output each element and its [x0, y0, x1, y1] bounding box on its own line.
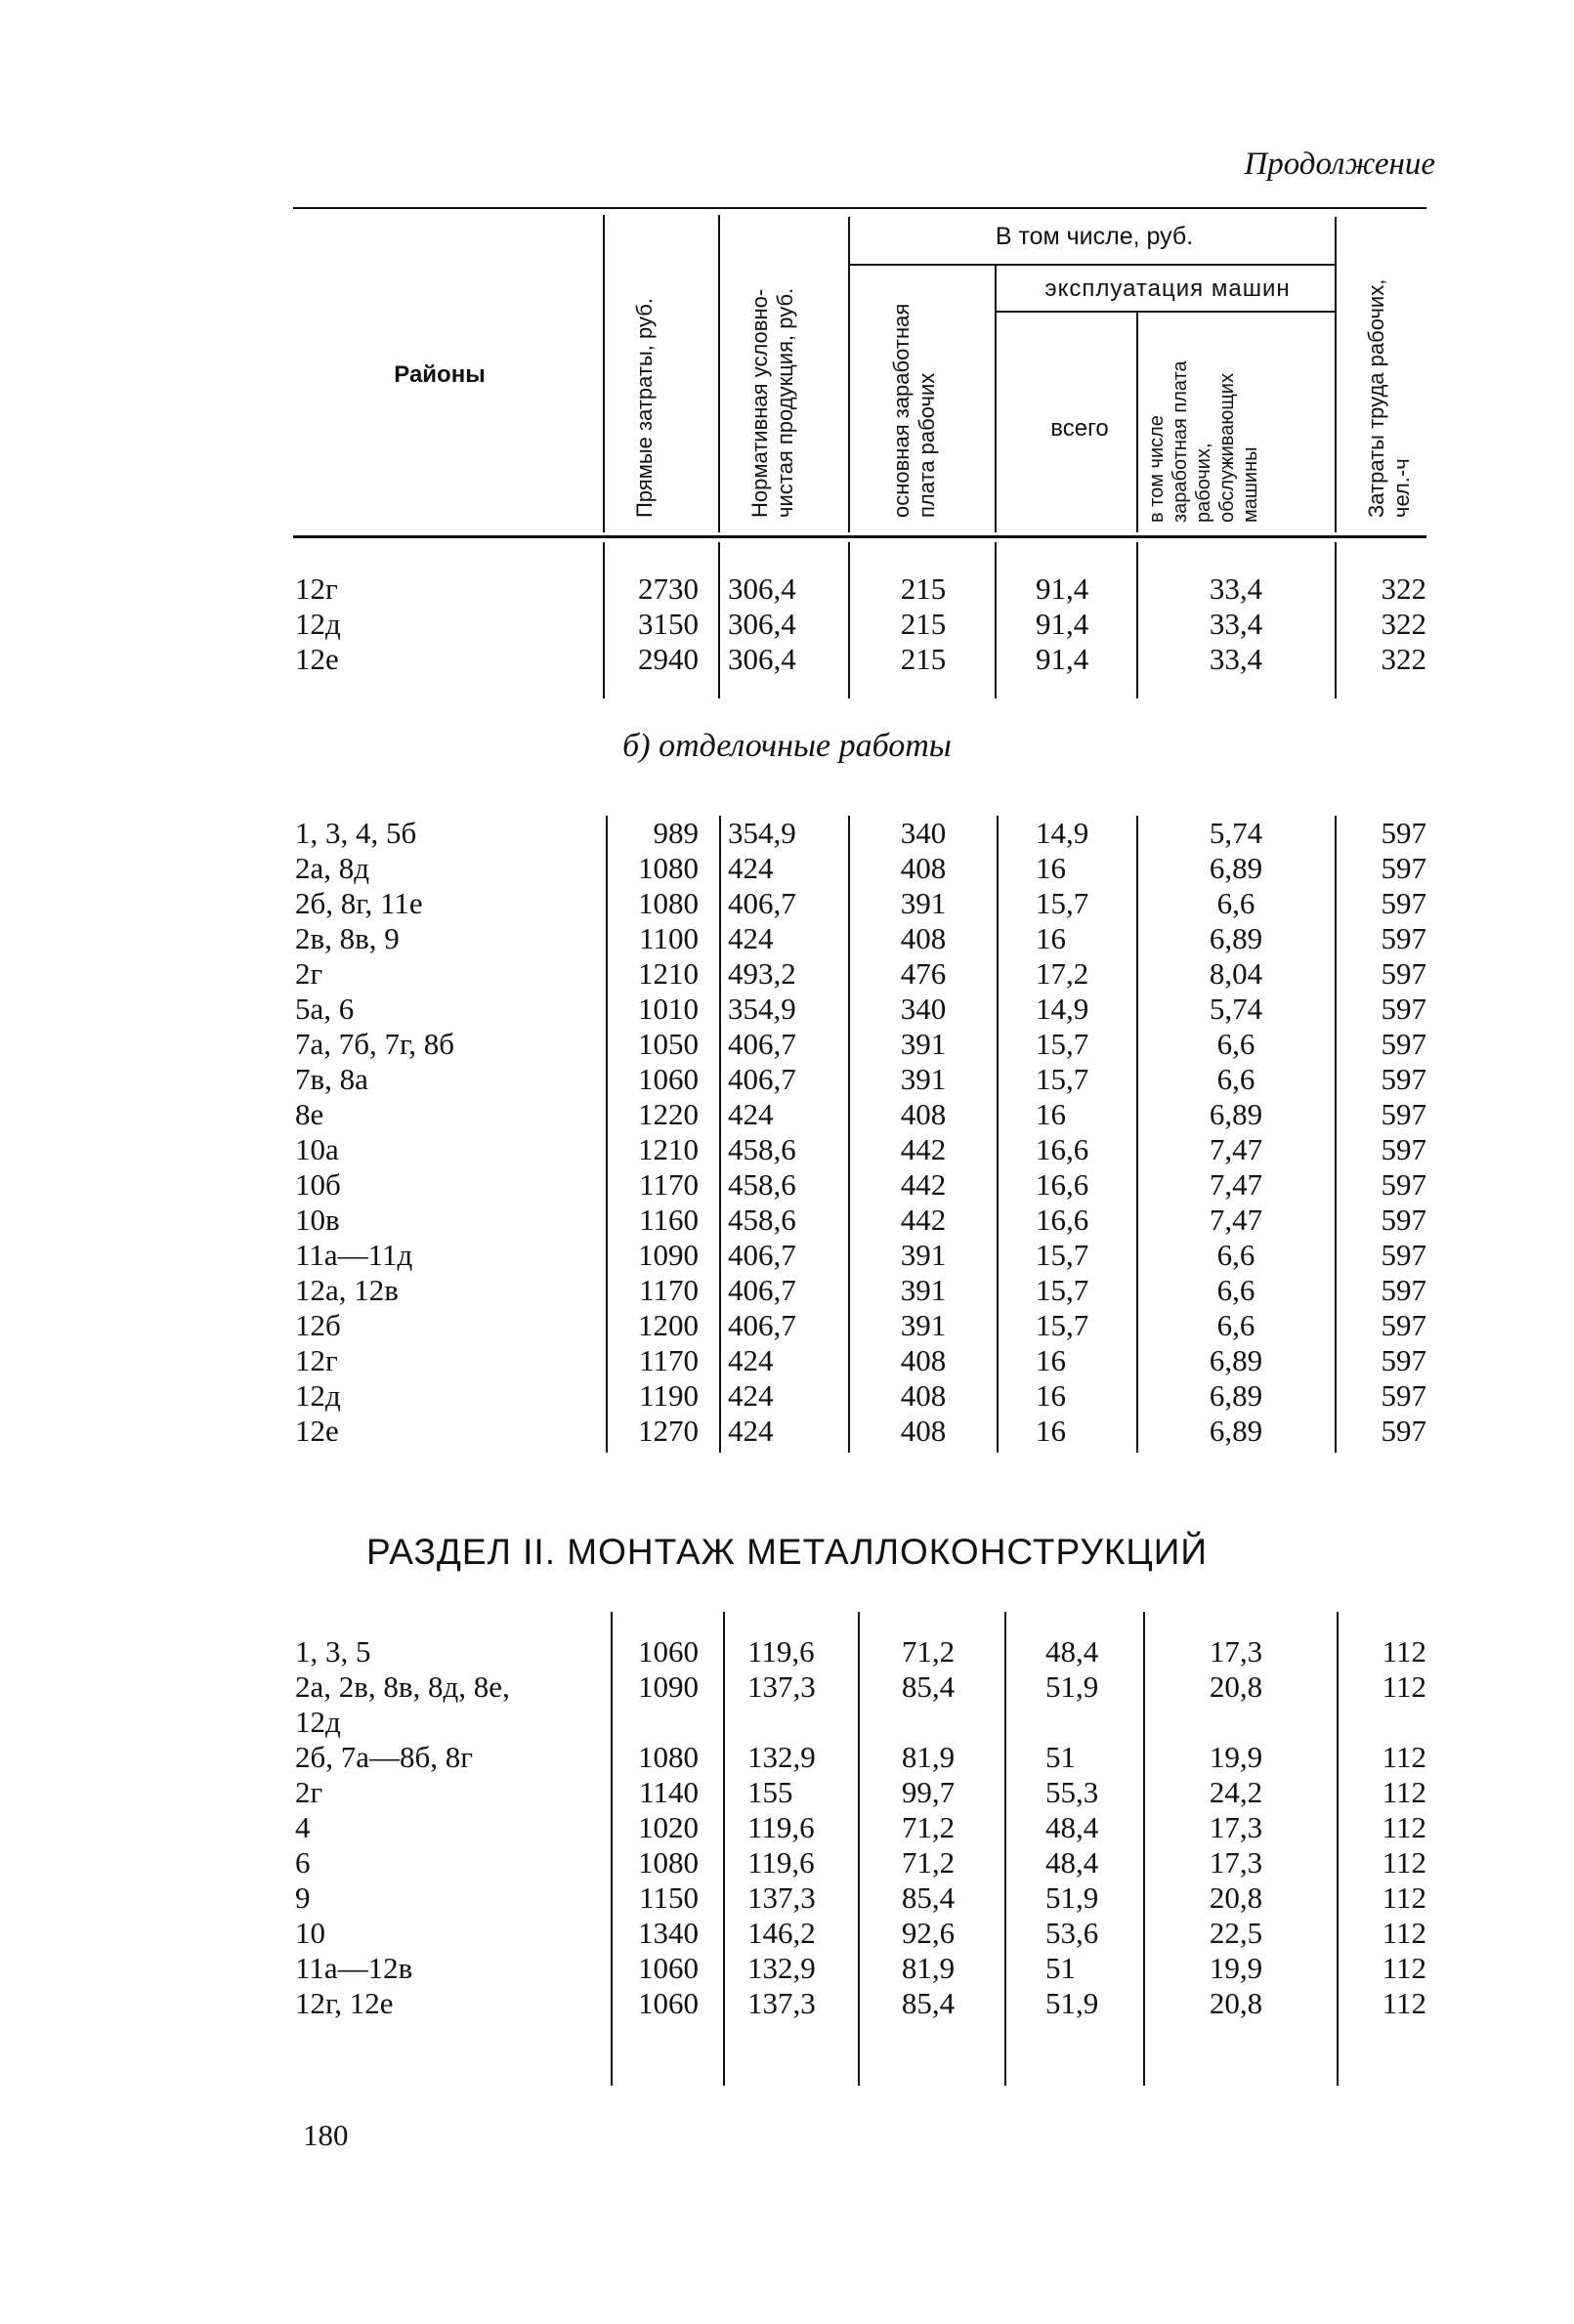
table-row: [0, 1916, 1574, 1951]
direct-costs-cell: 1090: [638, 1238, 699, 1272]
header-vline: [718, 215, 720, 532]
table-row: [0, 1308, 1574, 1343]
operators-wage-cell: 17,3: [1209, 1810, 1263, 1844]
section-title: РАЗДЕЛ II. МОНТАЖ МЕТАЛЛОКОНСТРУКЦИЙ: [366, 1532, 1208, 1572]
machine-ops-cell: 16,6: [1036, 1132, 1089, 1166]
table-row: [0, 1845, 1574, 1880]
column-header-district: Районы: [394, 361, 486, 388]
table-row: [0, 992, 1574, 1027]
table-row: [0, 1062, 1574, 1097]
district-cell: 12г, 12е: [295, 1986, 394, 2020]
labor-cell: 597: [1381, 1097, 1426, 1131]
continuation-label: Продолжение: [1244, 147, 1435, 182]
labor-cell: 112: [1382, 1845, 1426, 1880]
direct-costs-cell: 1060: [638, 1062, 699, 1096]
direct-costs-cell: 1200: [638, 1308, 699, 1342]
district-cell: 11а—11д: [295, 1238, 413, 1272]
direct-costs-cell: 1100: [639, 921, 699, 955]
wage-cell: 391: [900, 1062, 947, 1096]
direct-costs-cell: 1050: [638, 1027, 699, 1061]
table-row: [0, 1203, 1574, 1238]
header-vline: [848, 217, 850, 532]
table-row: [0, 1775, 1574, 1810]
normative-cell: 137,3: [747, 1880, 816, 1915]
operators-wage-cell: 33,4: [1209, 642, 1263, 676]
operators-wage-cell: 6,89: [1209, 851, 1263, 885]
table-row: [0, 1634, 1574, 1669]
table-row: [0, 1273, 1574, 1308]
direct-costs-cell: 1270: [638, 1414, 699, 1448]
normative-cell: 424: [728, 1414, 774, 1448]
labor-cell: 597: [1381, 816, 1426, 850]
normative-cell: 306,4: [728, 571, 796, 606]
operators-wage-cell: 22,5: [1209, 1916, 1263, 1950]
machine-ops-cell: 16: [1036, 1097, 1066, 1131]
machine-ops-cell: 48,4: [1045, 1634, 1099, 1669]
operators-wage-cell: 6,6: [1216, 1238, 1255, 1272]
district-cell: 12б: [295, 1308, 341, 1342]
table-row: [0, 956, 1574, 992]
district-cell: 10в: [295, 1203, 340, 1237]
district-cell: 9: [295, 1880, 311, 1915]
page-number: 180: [303, 2118, 349, 2152]
labor-cell: 597: [1381, 921, 1426, 955]
header-vline: [995, 266, 997, 532]
normative-cell: 406,7: [728, 1238, 796, 1272]
normative-cell: 155: [747, 1775, 793, 1809]
operators-wage-cell: 7,47: [1209, 1167, 1263, 1202]
operators-wage-cell: 6,89: [1209, 1097, 1263, 1131]
labor-cell: 322: [1381, 571, 1426, 606]
district-cell: 2в, 8в, 9: [295, 921, 400, 955]
operators-wage-cell: 6,6: [1216, 1308, 1255, 1342]
labor-cell: 597: [1381, 1308, 1426, 1342]
labor-cell: 112: [1382, 1669, 1426, 1704]
district-cell: 2б, 8г, 11е: [295, 886, 423, 920]
column-header-base-wage: основная заработная плата рабочих: [889, 303, 939, 518]
machine-ops-cell: 51,9: [1045, 1669, 1099, 1704]
wage-cell: 442: [900, 1167, 947, 1202]
machine-ops-cell: 16: [1036, 1414, 1066, 1448]
labor-cell: 112: [1382, 1951, 1426, 1985]
normative-cell: 132,9: [747, 1740, 816, 1774]
district-cell: 5а, 6: [295, 992, 355, 1026]
table-row: [0, 1238, 1574, 1273]
direct-costs-cell: 1140: [639, 1775, 699, 1809]
wage-cell: 215: [900, 642, 947, 676]
table-row: [0, 1986, 1574, 2021]
machine-ops-cell: 16,6: [1036, 1203, 1089, 1237]
wage-cell: 340: [900, 816, 947, 850]
subsection-title: б) отделочные работы: [622, 728, 952, 764]
district-cell: 2б, 7а—8б, 8г: [295, 1740, 474, 1774]
district-cell: 8е: [295, 1097, 324, 1131]
normative-cell: 132,9: [747, 1951, 816, 1985]
normative-cell: 146,2: [747, 1916, 816, 1950]
wage-cell: 81,9: [901, 1951, 956, 1985]
header-vline: [603, 215, 605, 532]
labor-cell: 112: [1382, 1880, 1426, 1915]
machine-ops-cell: 51: [1045, 1740, 1076, 1774]
operators-wage-cell: 6,6: [1216, 1062, 1255, 1096]
machine-ops-cell: 51,9: [1045, 1880, 1099, 1915]
normative-cell: 406,7: [728, 1062, 796, 1096]
labor-cell: 322: [1381, 607, 1426, 641]
operators-wage-cell: 7,47: [1209, 1203, 1263, 1237]
column-header-normative-production: Нормативная условно-чистая продукция, руб.: [747, 287, 797, 518]
header-vline: [1335, 217, 1337, 532]
labor-cell: 597: [1381, 1238, 1426, 1272]
machine-ops-cell: 51: [1045, 1951, 1076, 1985]
wage-cell: 408: [900, 1378, 947, 1413]
machine-ops-cell: 15,7: [1036, 1238, 1089, 1272]
operators-wage-cell: 6,6: [1216, 886, 1255, 920]
district-cell: 1, 3, 4, 5б: [295, 816, 417, 850]
district-cell: 6: [295, 1845, 311, 1880]
operators-wage-cell: 17,3: [1209, 1634, 1263, 1669]
district-cell: 11а—12в: [295, 1951, 413, 1985]
operators-wage-cell: 5,74: [1209, 816, 1263, 850]
labor-cell: 597: [1381, 956, 1426, 991]
wage-cell: 442: [900, 1203, 947, 1237]
normative-cell: 424: [728, 1343, 774, 1377]
operators-wage-cell: 6,89: [1209, 1378, 1263, 1413]
wage-cell: 408: [900, 1097, 947, 1131]
wage-cell: 408: [900, 851, 947, 885]
labor-cell: 112: [1382, 1810, 1426, 1844]
labor-cell: 597: [1381, 1132, 1426, 1166]
header-top-rule: [293, 207, 1426, 209]
wage-cell: 99,7: [901, 1775, 956, 1809]
wage-cell: 85,4: [901, 1880, 956, 1915]
district-cell: 2г: [295, 1775, 323, 1809]
normative-cell: 406,7: [728, 1308, 796, 1342]
operators-wage-cell: 20,8: [1209, 1669, 1263, 1704]
table-row: [0, 1378, 1574, 1414]
labor-cell: 597: [1381, 1027, 1426, 1061]
direct-costs-cell: 1170: [639, 1343, 699, 1377]
labor-cell: 597: [1381, 1273, 1426, 1307]
normative-cell: 458,6: [728, 1132, 796, 1166]
operators-wage-cell: 8,04: [1209, 956, 1263, 991]
operators-wage-cell: 33,4: [1209, 607, 1263, 641]
machine-ops-cell: 15,7: [1036, 1273, 1089, 1307]
district-cell: 7а, 7б, 7г, 8б: [295, 1027, 455, 1061]
direct-costs-cell: 1150: [639, 1880, 699, 1915]
wage-cell: 408: [900, 921, 947, 955]
direct-costs-cell: 1060: [638, 1634, 699, 1669]
operators-wage-cell: 6,6: [1216, 1027, 1255, 1061]
district-cell: 2а, 2в, 8в, 8д, 8е,: [295, 1669, 510, 1704]
machine-ops-cell: 16: [1036, 1378, 1066, 1413]
normative-cell: 119,6: [747, 1810, 815, 1844]
normative-cell: 424: [728, 851, 774, 885]
column-header-total: всего: [1050, 415, 1109, 442]
labor-cell: 597: [1381, 886, 1426, 920]
machine-ops-cell: 48,4: [1045, 1810, 1099, 1844]
operators-wage-cell: 7,47: [1209, 1132, 1263, 1166]
table-row: [0, 1740, 1574, 1775]
direct-costs-cell: 1170: [639, 1273, 699, 1307]
direct-costs-cell: 1020: [638, 1810, 699, 1844]
column-header-labor-costs: Затраты труда рабочих, чел.-ч: [1364, 278, 1414, 518]
table-row: [0, 1951, 1574, 1986]
operators-wage-cell: 6,6: [1216, 1273, 1255, 1307]
direct-costs-cell: 1210: [638, 1132, 699, 1166]
district-cell: 12а, 12в: [295, 1273, 399, 1307]
header-bottom-rule: [293, 535, 1426, 538]
district-cell: 2а, 8д: [295, 851, 370, 885]
header-group-rule: [848, 264, 1337, 266]
table-row: [0, 1880, 1574, 1916]
direct-costs-cell: 1190: [639, 1378, 699, 1413]
wage-cell: 85,4: [901, 1986, 956, 2020]
direct-costs-cell: 1210: [638, 956, 699, 991]
normative-cell: 458,6: [728, 1203, 796, 1237]
district-cell: 2г: [295, 956, 323, 991]
wage-cell: 340: [900, 992, 947, 1026]
operators-wage-cell: 6,89: [1209, 921, 1263, 955]
district-cell: 1, 3, 5: [295, 1634, 371, 1669]
wage-cell: 215: [900, 607, 947, 641]
normative-cell: 406,7: [728, 886, 796, 920]
district-cell: 10б: [295, 1167, 341, 1202]
table-row: [0, 1027, 1574, 1062]
header-machine-rule: [995, 311, 1337, 313]
machine-ops-cell: 53,6: [1045, 1916, 1099, 1950]
district-cell: 7в, 8а: [295, 1062, 368, 1096]
table-row: [0, 642, 1574, 677]
direct-costs-cell: 1170: [639, 1167, 699, 1202]
normative-cell: 354,9: [728, 992, 796, 1026]
labor-cell: 112: [1382, 1740, 1426, 1774]
district-cell: 12д: [295, 607, 341, 641]
table-row: [0, 1414, 1574, 1449]
machine-ops-cell: 91,4: [1036, 607, 1089, 641]
normative-cell: 306,4: [728, 642, 796, 676]
district-cell: 12г: [295, 1343, 338, 1377]
direct-costs-cell: 989: [653, 816, 699, 850]
normative-cell: 306,4: [728, 607, 796, 641]
column-header-direct-costs: Прямые затраты, руб.: [632, 298, 657, 518]
table-row: [0, 921, 1574, 956]
wage-cell: 71,2: [901, 1634, 956, 1669]
district-cell: 10: [295, 1916, 325, 1950]
labor-cell: 597: [1381, 1167, 1426, 1202]
normative-cell: 424: [728, 1097, 774, 1131]
wage-cell: 442: [900, 1132, 947, 1166]
table-row: [0, 886, 1574, 921]
labor-cell: 597: [1381, 1062, 1426, 1096]
table-row: [0, 1167, 1574, 1203]
normative-cell: 493,2: [728, 956, 796, 991]
labor-cell: 112: [1382, 1634, 1426, 1669]
machine-ops-cell: 15,7: [1036, 1027, 1089, 1061]
machine-ops-cell: 17,2: [1036, 956, 1089, 991]
direct-costs-cell: 1090: [638, 1669, 699, 1704]
machine-ops-cell: 51,9: [1045, 1986, 1099, 2020]
district-cell: 12д: [295, 1378, 341, 1413]
district-cell: 10а: [295, 1132, 339, 1166]
operators-wage-cell: 20,8: [1209, 1986, 1263, 2020]
operators-wage-cell: 33,4: [1209, 571, 1263, 606]
direct-costs-cell: 1080: [638, 1740, 699, 1774]
machine-ops-cell: 91,4: [1036, 571, 1089, 606]
normative-cell: 137,3: [747, 1986, 816, 2020]
operators-wage-cell: 19,9: [1209, 1951, 1263, 1985]
wage-cell: 71,2: [901, 1845, 956, 1880]
normative-cell: 458,6: [728, 1167, 796, 1202]
operators-wage-cell: 17,3: [1209, 1845, 1263, 1880]
direct-costs-cell: 1220: [638, 1097, 699, 1131]
table-row: [0, 816, 1574, 851]
labor-cell: 112: [1382, 1775, 1426, 1809]
table-row: [0, 1343, 1574, 1378]
table-row: [0, 1705, 1574, 1740]
machine-ops-cell: 16: [1036, 851, 1066, 885]
district-cell: 12е: [295, 642, 339, 676]
labor-cell: 597: [1381, 851, 1426, 885]
machine-ops-cell: 15,7: [1036, 886, 1089, 920]
wage-cell: 215: [900, 571, 947, 606]
column-group-machine-operation: эксплуатация машин: [1044, 275, 1291, 302]
wage-cell: 408: [900, 1414, 947, 1448]
wage-cell: 391: [900, 1238, 947, 1272]
wage-cell: 476: [900, 956, 947, 991]
operators-wage-cell: 20,8: [1209, 1880, 1263, 1915]
labor-cell: 322: [1381, 642, 1426, 676]
machine-ops-cell: 15,7: [1036, 1062, 1089, 1096]
column-group-including: В том числе, руб.: [995, 223, 1194, 250]
normative-cell: 119,6: [747, 1634, 815, 1669]
direct-costs-cell: 1160: [639, 1203, 699, 1237]
direct-costs-cell: 1340: [638, 1916, 699, 1950]
direct-costs-cell: 3150: [638, 607, 699, 641]
operators-wage-cell: 24,2: [1209, 1775, 1263, 1809]
wage-cell: 408: [900, 1343, 947, 1377]
wage-cell: 81,9: [901, 1740, 956, 1774]
table-row: [0, 607, 1574, 642]
normative-cell: 424: [728, 921, 774, 955]
operators-wage-cell: 6,89: [1209, 1343, 1263, 1377]
normative-cell: 424: [728, 1378, 774, 1413]
labor-cell: 112: [1382, 1916, 1426, 1950]
normative-cell: 119,6: [747, 1845, 815, 1880]
machine-ops-cell: 55,3: [1045, 1775, 1099, 1809]
labor-cell: 597: [1381, 1414, 1426, 1448]
operators-wage-cell: 19,9: [1209, 1740, 1263, 1774]
machine-ops-cell: 16,6: [1036, 1167, 1089, 1202]
wage-cell: 391: [900, 1308, 947, 1342]
wage-cell: 85,4: [901, 1669, 956, 1704]
direct-costs-cell: 1060: [638, 1951, 699, 1985]
wage-cell: 71,2: [901, 1810, 956, 1844]
operators-wage-cell: 6,89: [1209, 1414, 1263, 1448]
table-row: [0, 1097, 1574, 1132]
column-header-operators-wage: в том числе заработная плата рабочих, обслуживающих машины: [1146, 360, 1261, 523]
table-row: [0, 1810, 1574, 1845]
district-cell: 12д: [295, 1705, 341, 1739]
labor-cell: 597: [1381, 1343, 1426, 1377]
normative-cell: 354,9: [728, 816, 796, 850]
wage-cell: 391: [900, 886, 947, 920]
direct-costs-cell: 1080: [638, 1845, 699, 1880]
labor-cell: 597: [1381, 1378, 1426, 1413]
normative-cell: 406,7: [728, 1027, 796, 1061]
machine-ops-cell: 14,9: [1036, 992, 1089, 1026]
direct-costs-cell: 2730: [638, 571, 699, 606]
direct-costs-cell: 1060: [638, 1986, 699, 2020]
table-row: [0, 1669, 1574, 1705]
direct-costs-cell: 1080: [638, 851, 699, 885]
direct-costs-cell: 2940: [638, 642, 699, 676]
normative-cell: 137,3: [747, 1669, 816, 1704]
labor-cell: 597: [1381, 992, 1426, 1026]
direct-costs-cell: 1080: [638, 886, 699, 920]
district-cell: 12е: [295, 1414, 339, 1448]
table-row: [0, 851, 1574, 886]
machine-ops-cell: 91,4: [1036, 642, 1089, 676]
table-row: [0, 571, 1574, 607]
machine-ops-cell: 16: [1036, 1343, 1066, 1377]
district-cell: 12г: [295, 571, 338, 606]
direct-costs-cell: 1010: [638, 992, 699, 1026]
machine-ops-cell: 16: [1036, 921, 1066, 955]
normative-cell: 406,7: [728, 1273, 796, 1307]
wage-cell: 92,6: [901, 1916, 956, 1950]
machine-ops-cell: 14,9: [1036, 816, 1089, 850]
labor-cell: 597: [1381, 1203, 1426, 1237]
labor-cell: 112: [1382, 1986, 1426, 2020]
machine-ops-cell: 15,7: [1036, 1308, 1089, 1342]
wage-cell: 391: [900, 1027, 947, 1061]
wage-cell: 391: [900, 1273, 947, 1307]
table-row: [0, 1132, 1574, 1167]
machine-ops-cell: 48,4: [1045, 1845, 1099, 1880]
district-cell: 4: [295, 1810, 311, 1844]
operators-wage-cell: 5,74: [1209, 992, 1263, 1026]
